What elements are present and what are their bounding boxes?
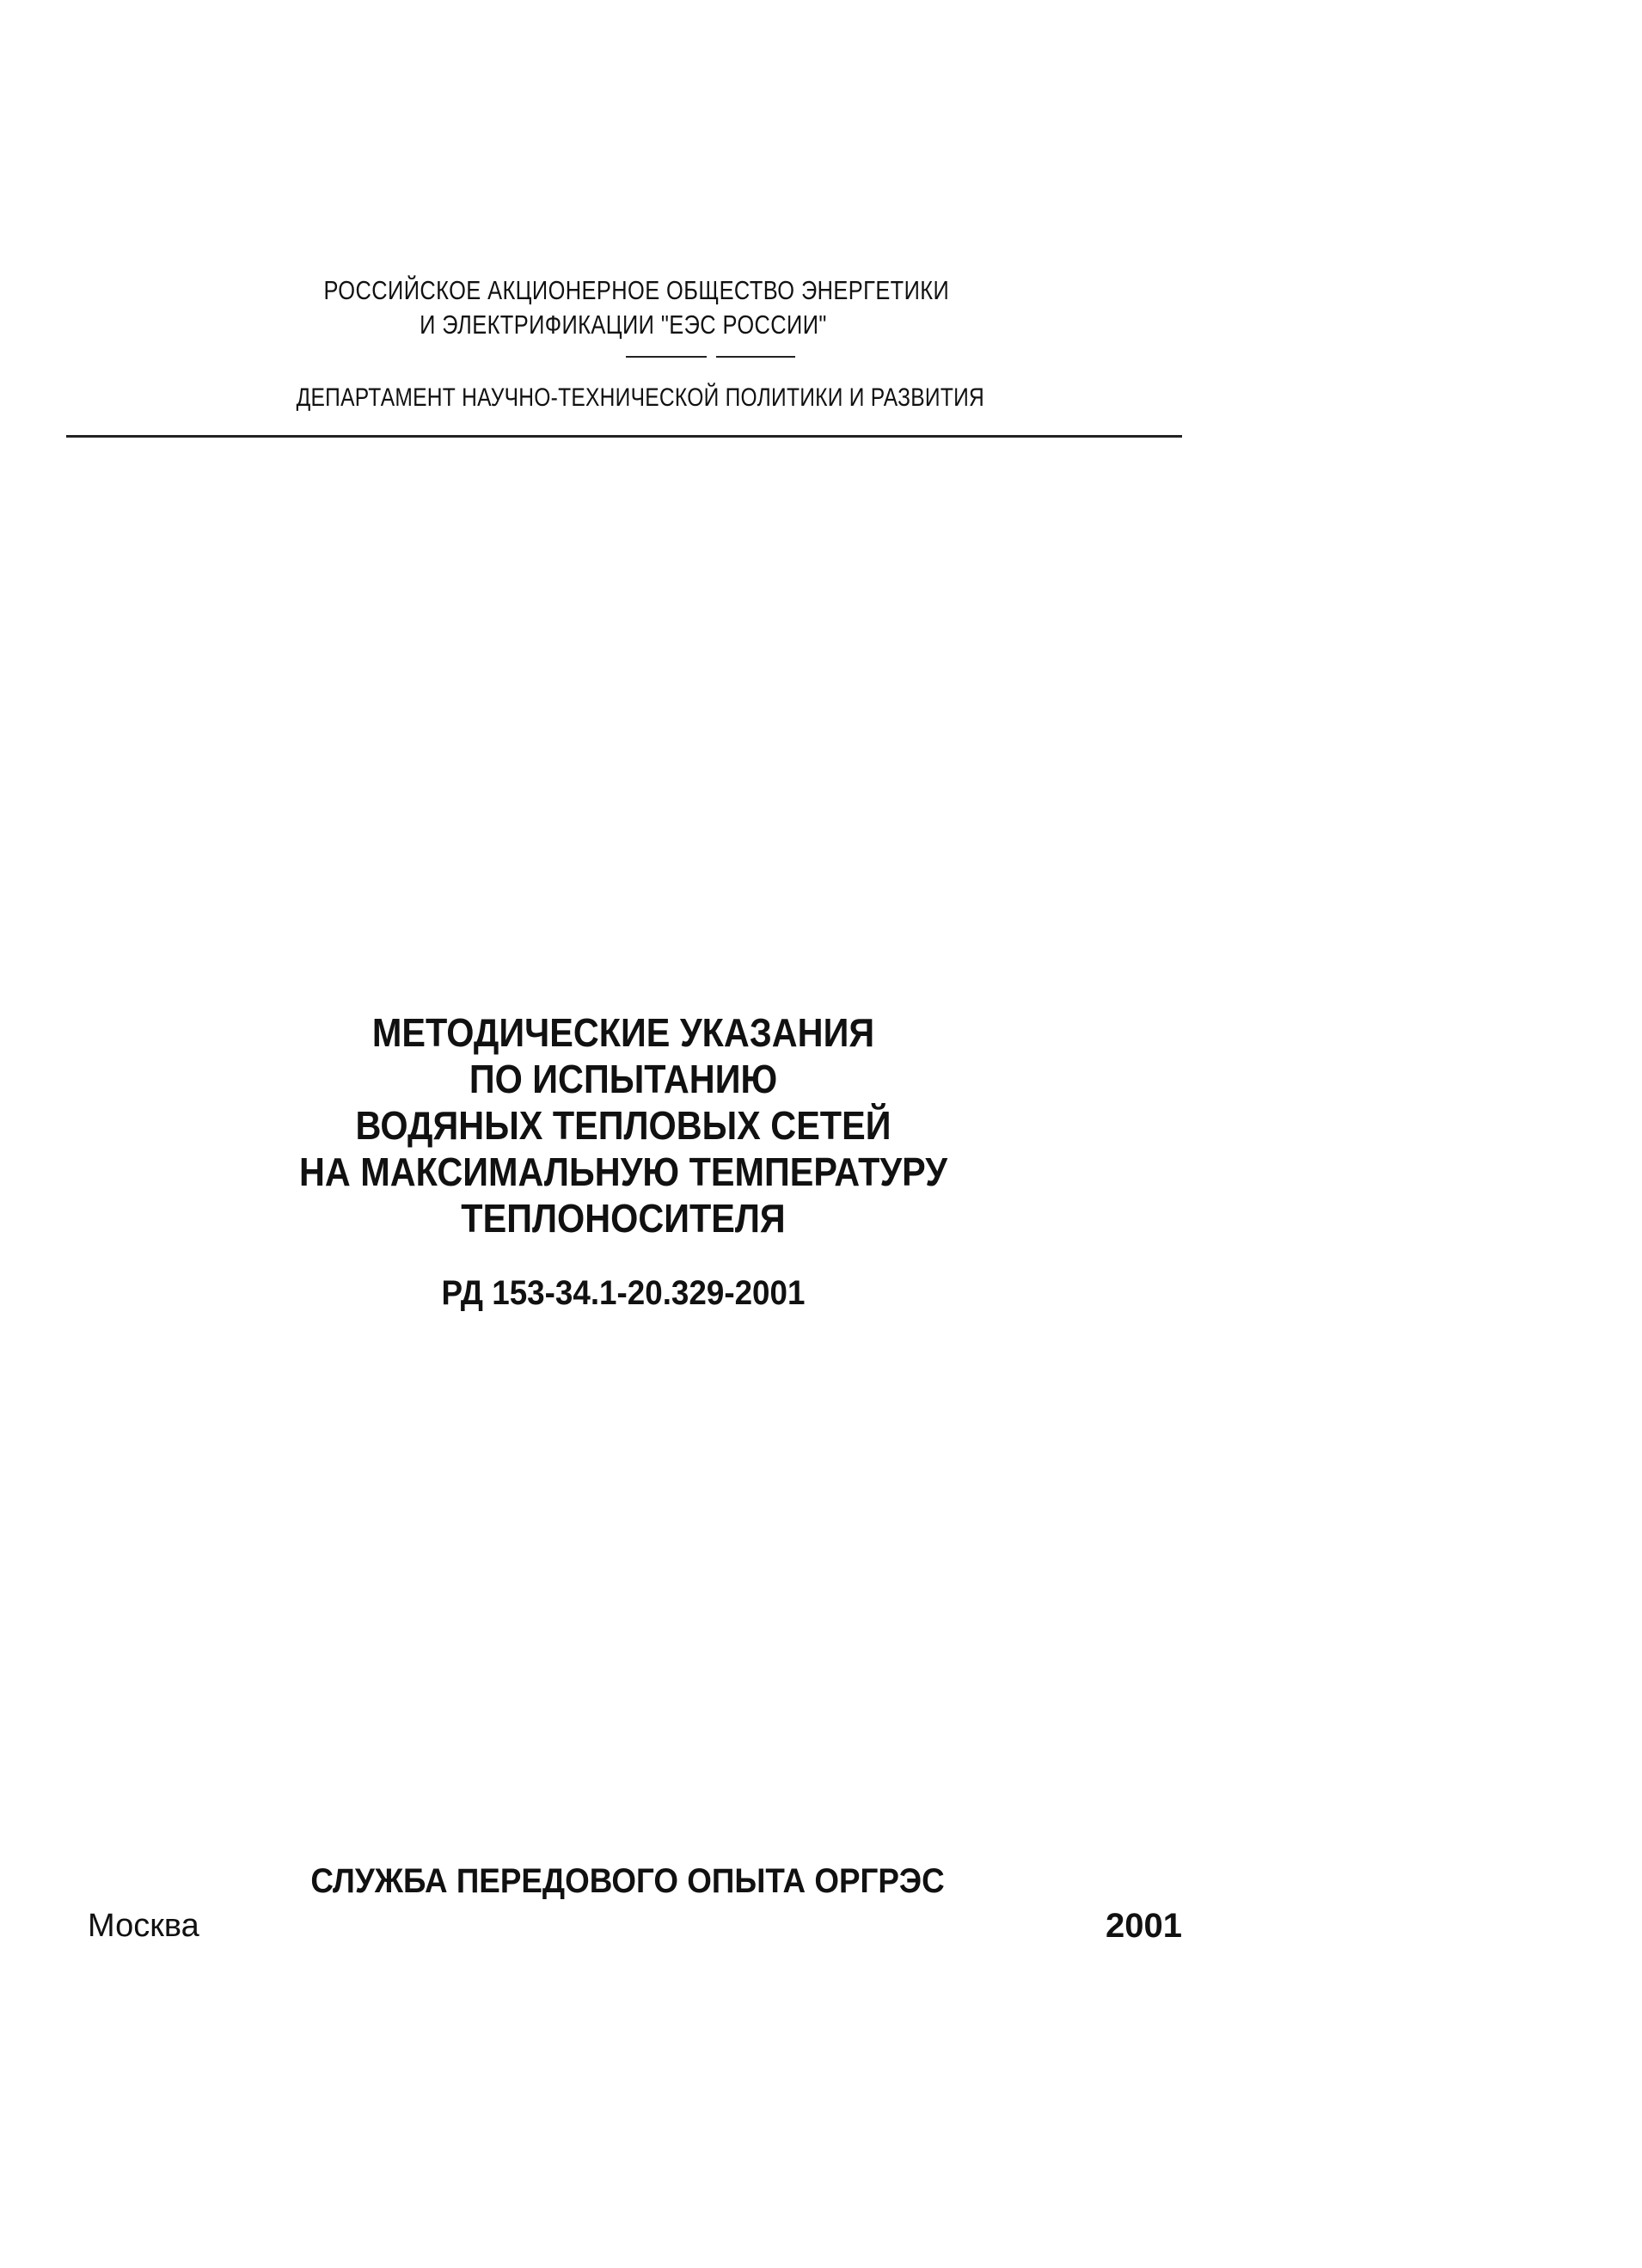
header-divider bbox=[66, 435, 1182, 438]
publication-year: 2001 bbox=[1106, 1907, 1182, 1945]
title-line-4: НА МАКСИМАЛЬНУЮ ТЕМПЕРАТУРУ bbox=[298, 1149, 948, 1194]
title-line-2: ПО ИСПЫТАНИЮ bbox=[469, 1057, 778, 1101]
organization-underline-right bbox=[716, 356, 795, 358]
organization-line-2: И ЭЛЕКТРИФИКАЦИИ "ЕЭС РОССИИ" bbox=[420, 310, 827, 340]
title-line-1: МЕТОДИЧЕСКИЕ УКАЗАНИЯ bbox=[371, 1010, 875, 1055]
department-name: ДЕПАРТАМЕНТ НАУЧНО-ТЕХНИЧЕСКОЙ ПОЛИТИКИ И РАЗВИТИЯ bbox=[296, 383, 985, 412]
title-line-3: ВОДЯНЫХ ТЕПЛОВЫХ СЕТЕЙ bbox=[355, 1103, 891, 1148]
publication-city: Москва bbox=[88, 1908, 199, 1944]
document-title bbox=[256, 1009, 991, 1241]
organization-underline-left bbox=[626, 356, 707, 358]
organization-name bbox=[323, 273, 950, 342]
document-code: РД 153-34.1-20.329-2001 bbox=[441, 1274, 806, 1312]
publisher: СЛУЖБА ПЕРЕДОВОГО ОПЫТА ОРГРЭС bbox=[310, 1862, 945, 1900]
organization-line-1: РОССИЙСКОЕ АКЦИОНЕРНОЕ ОБЩЕСТВО ЭНЕРГЕТИКИ bbox=[323, 275, 950, 305]
title-line-5: ТЕПЛОНОСИТЕЛЯ bbox=[461, 1196, 786, 1241]
